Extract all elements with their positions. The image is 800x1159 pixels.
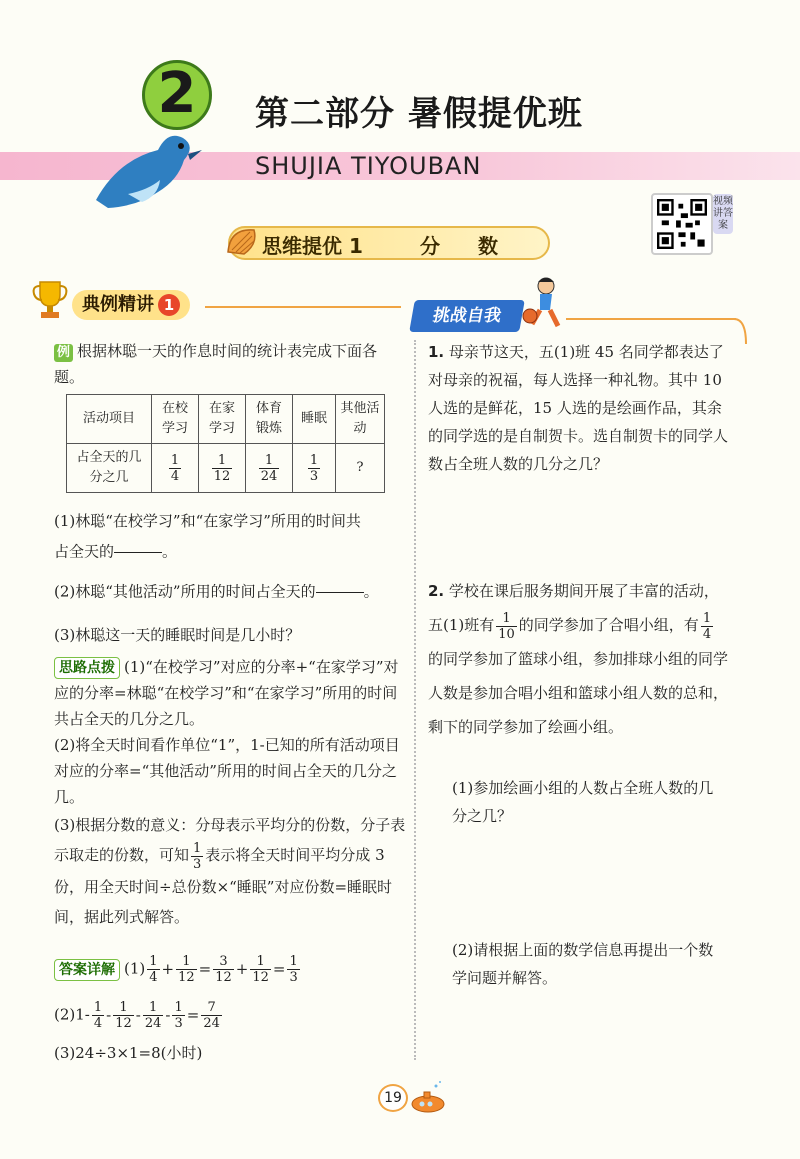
denominator: 3 [289,970,298,985]
hint-block [54,654,406,932]
denominator: 12 [115,1016,132,1031]
challenge-q2-sub2: (2)请根据上面的数学信息再提出一个数学问题并解答。 [452,941,714,987]
fraction [250,954,271,985]
answer-2-label: (2)1- [54,1005,90,1024]
numerator: 1 [193,840,202,856]
operator: + [235,959,249,978]
table-header-row [67,395,385,444]
denominator: 3 [309,468,319,484]
numerator: 1 [113,1000,134,1016]
question-2 [54,578,414,607]
operator: + [161,959,175,978]
denominator: 4 [149,970,158,985]
numerator: 1 [93,1000,103,1015]
qr-label: 视频讲答案 [713,194,733,234]
numerator: 1 [702,610,712,626]
fraction [191,841,203,872]
answer-2-expression [90,1000,224,1031]
operator: - [135,1005,141,1024]
numerator: 7 [201,1000,222,1016]
challenge-q2-text-c: 的同学参加了篮球小组，参加排球小组的同学人数是参加合唱小组和篮球小组人数的总和，剩下的同学参加了绘画小组。 [428,650,729,736]
schedule-table-wrap [66,394,385,493]
header-curl [734,316,748,346]
denominator: 12 [213,468,231,484]
fraction [496,611,517,642]
table-header-cell: 睡眠 [293,395,336,444]
fraction [113,1000,134,1031]
challenge-q1-text: 母亲节这天，五(1)班 45 名同学都表达了对母亲的祝福，每人选择一种礼物。其中 10 人选的是鲜花，15 人选的是绘画作品，其余的同学选的是自制贺卡。选自制贺卡的同学人数占全班人数的几分之几？ [428,343,729,473]
answer-blank [114,538,162,567]
answer-1-expression [145,954,302,985]
operator: = [272,959,286,978]
denominator: 24 [260,468,278,484]
fraction [176,954,197,985]
numerator: 1 [309,452,319,468]
denominator: 24 [144,1016,162,1031]
numerator: 1 [149,954,158,969]
answer-tag: 答案详解 [54,959,120,981]
hint-1 [54,654,406,732]
example-prompt-text: 根据林聪一天的作息时间的统计表完成下面各题。 [54,342,378,386]
denominator: 3 [174,1016,183,1031]
fraction [701,611,713,642]
fraction [213,954,234,985]
answer-2 [54,1000,414,1031]
question-2-end: 。 [363,582,379,601]
table-row [67,444,385,493]
fraction [201,1000,222,1031]
denominator: 12 [252,970,269,985]
table-row-label: 占全天的几分之几 [67,444,152,493]
table-cell [152,444,199,493]
left-header-rule [205,306,401,308]
page-number: 19 [378,1084,408,1112]
hint-3 [54,810,406,932]
question-1-line-b [54,538,406,567]
hint-1-text: (1)“在校学习”对应的分率+“在家学习”对应的分率=林聪“在校学习”和“在家学习”所用的时间共占全天的几分之几。 [54,658,399,728]
topic-label: 思维提优 1 [262,234,363,258]
runner-boy-icon [520,276,566,332]
table-header-cell: 其他活动 [336,395,385,444]
numerator: 1 [176,954,197,970]
operator: = [198,959,212,978]
example-section-number: 1 [158,294,180,316]
numerator: 1 [174,1000,183,1015]
topic-name: 分数 [420,234,536,258]
table-header-cell: 活动项目 [67,395,152,444]
denominator: 12 [215,970,232,985]
answer-blank [316,578,364,607]
numerator: 1 [170,452,180,468]
hint-tag: 思路点拨 [54,657,120,679]
operator: - [165,1005,171,1024]
denominator: 4 [93,1016,103,1031]
fraction [92,1000,104,1031]
question-1-end: 。 [162,542,178,561]
table-cell [246,444,293,493]
qr-code-icon [657,199,707,249]
fraction [308,453,320,484]
answer-3: (3)24÷3×1=8(小时) [54,1044,203,1062]
challenge-q2-number: 2. [428,582,445,600]
table-cell-unknown: ? [336,444,385,493]
denominator: 24 [203,1016,220,1031]
question-1-text-b: 占全天的 [54,542,115,561]
denominator: 12 [178,970,195,985]
trophy-icon [30,278,70,322]
table-cell [293,444,336,493]
example-tag: 例 [54,344,73,362]
challenge-q2-text-a: 学校在课后服务期间开展了丰富的活动，五(1)班有 [428,582,719,634]
numerator: 3 [213,954,234,970]
hint-2: (2)将全天时间看作单位“1”，1-已知的所有活动项目对应的分率=“其他活动”所用的时间占全天的几分之几。 [54,736,400,806]
example-prompt [54,338,406,390]
column-divider [414,340,416,1060]
schedule-table [66,394,385,493]
part-pinyin: SHUJIA TIYOUBAN [255,152,482,180]
numerator: 1 [250,954,271,970]
answer-1 [54,954,414,985]
part-number-badge: 2 [142,60,212,130]
operator: = [186,1005,200,1024]
numerator: 1 [496,611,517,627]
fraction [172,1000,184,1031]
denominator: 10 [498,626,515,642]
challenge-question-1 [428,338,728,478]
numerator: 1 [212,453,233,469]
table-cell [199,444,246,493]
fraction [287,954,299,985]
qr-code[interactable] [651,193,713,255]
denominator: 4 [702,626,712,642]
operator: - [106,1005,112,1024]
challenge-q2-text-b: 的同学参加了合唱小组，有 [518,616,699,634]
right-header-rule [566,318,736,320]
question-1 [54,508,406,567]
submarine-icon [408,1078,448,1118]
challenge-question-2 [428,574,728,744]
example-section-title [72,290,190,320]
fraction [169,453,181,484]
challenge-q1-number: 1. [428,343,445,361]
challenge-title: 挑战自我 [409,300,525,332]
denominator: 4 [170,468,180,484]
seal-mascot-icon [88,120,208,212]
fraction [147,954,159,985]
part-title: 第二部分 暑假提优班 [255,94,583,134]
answer-1-label: (1) [124,959,146,978]
numerator: 1 [259,453,280,469]
table-header-cell: 在校学习 [152,395,199,444]
numerator: 1 [143,1000,164,1016]
hint-3-text-a: (3)根据分数的意义：分母表示平均分的份数，分子表示取走的份数，可知 [54,816,406,864]
shell-icon [224,222,260,258]
fraction [212,453,233,484]
denominator: 3 [193,856,202,872]
question-1-line-a: (1)林聪“在校学习”和“在家学习”所用的时间共 [54,512,361,530]
fraction [259,453,280,484]
example-section-label: 典例精讲 [82,294,154,315]
question-2-text: (2)林聪“其他活动”所用的时间占全天的 [54,582,316,601]
question-3: (3)林聪这一天的睡眠时间是几小时？ [54,626,301,644]
table-header-cell: 在家学习 [199,395,246,444]
hint-3-text-b: 表示将全天时间平均分成 3 份，用全天时间÷总份数×“睡眠”对应份数=睡眠时间，据此列式解答。 [54,846,393,926]
challenge-q2-sub1: (1)参加绘画小组的人数占全班人数的几分之几？ [452,779,714,825]
table-header-cell: 体育锻炼 [246,395,293,444]
fraction [143,1000,164,1031]
numerator: 1 [289,954,298,969]
